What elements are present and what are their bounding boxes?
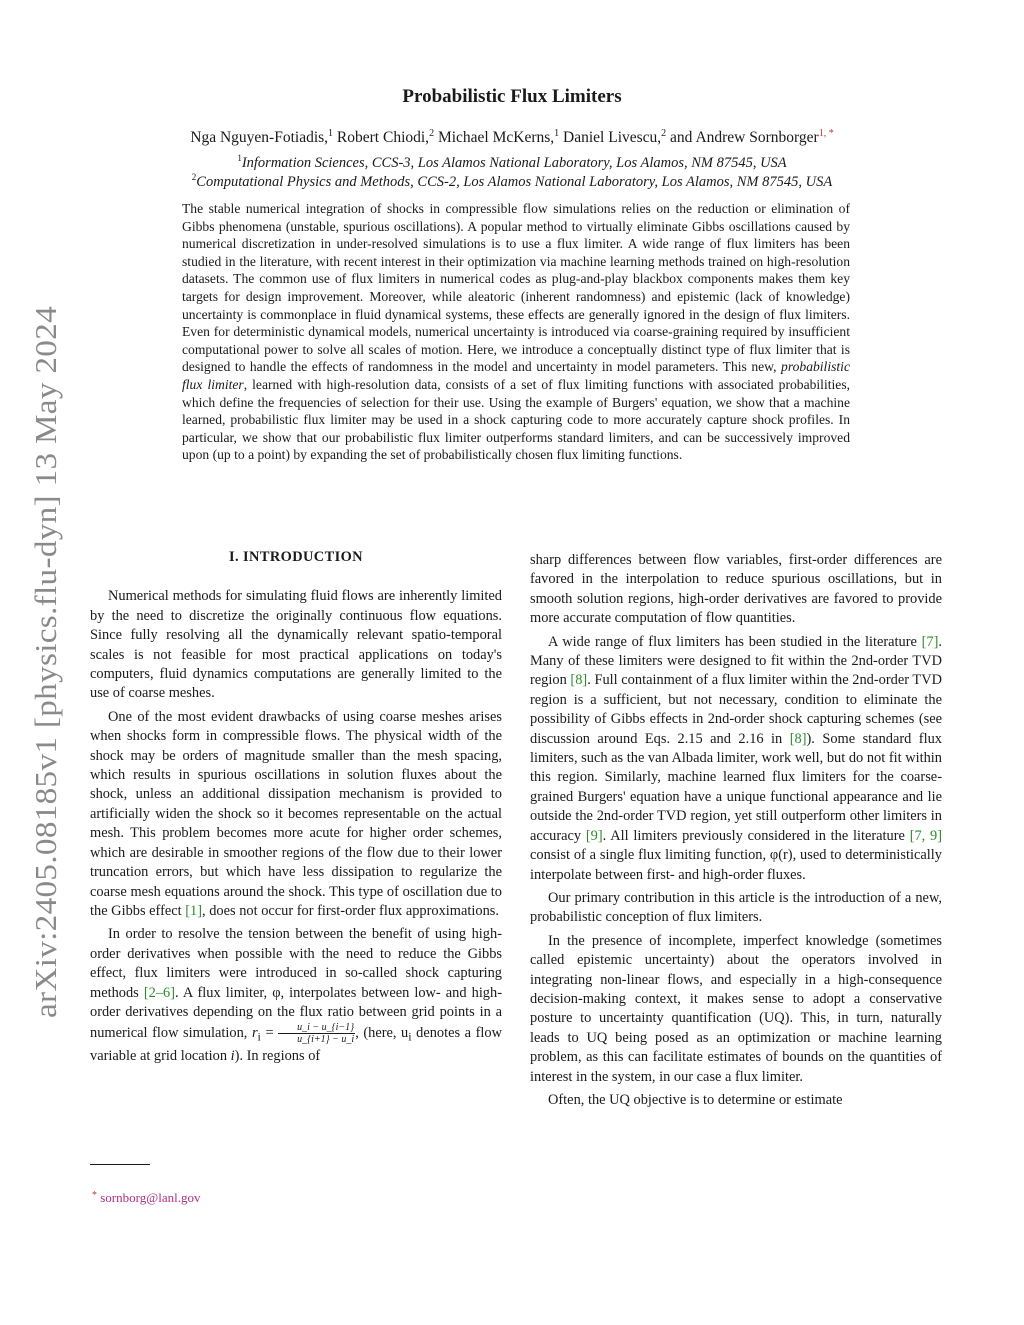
- paragraph-text: A wide range of flux limiters has been studied in the literature: [548, 633, 922, 650]
- math-variable: i: [230, 1048, 235, 1065]
- citation-link[interactable]: [2–6]: [143, 984, 175, 1001]
- paragraph-text: In order to resolve the tension between the benefit of using high-order derivatives when possible with the need to reduce the Gibbs effect, flux limiters were introduced in so-called shock capturing methods: [90, 926, 502, 1001]
- author-name: Robert Chiodi,: [336, 129, 430, 147]
- math-subscript: i: [257, 1030, 261, 1045]
- author-name: Daniel Livescu,: [563, 129, 662, 147]
- author-affiliation-mark: 2: [429, 128, 435, 139]
- arxiv-identifier-stamp: [12, 300, 72, 1020]
- author-list: [0, 128, 1024, 147]
- abstract: [182, 200, 850, 464]
- paragraph-text: denotes a flow variable at grid location: [90, 1025, 502, 1065]
- email-link[interactable]: sornborg@lanl.gov: [100, 1190, 201, 1205]
- arxiv-identifier-text: arXiv:2405.08185v1 [physics.flu-dyn] 13 May 2024: [28, 352, 63, 1018]
- citation-link[interactable]: [8]: [570, 672, 588, 689]
- flux-ratio-fraction: [278, 1022, 355, 1045]
- author-name: Michael McKerns,: [437, 129, 555, 147]
- paragraph: Our primary contribution in this article is the introduction of a new, probabilistic conception of flux limiters.: [530, 889, 942, 926]
- paragraph-text: One of the most evident drawbacks of using coarse meshes arises when shocks form in compressible flows. The physical width of the shock may be orders of magnitude smaller than the mesh spacing, which results in spurious oscillations in solution fluxes about the shock, unless an additional dissipation mechanism is provided to artificially widen the shock so it becomes representable on the actual mesh. This problem becomes more acute for higher order schemes, which are desirable in smoother regions of the flow due to their lower truncation errors, but which have less dissipation to regularize the coarse mesh equations around the shock. This type of oscillation due to the Gibbs effect: [90, 708, 502, 919]
- abstract-emphasis: probabilistic flux limiter: [182, 359, 850, 392]
- paragraph-text: . Full containment of a flux limiter within the 2nd-order TVD region is a sufficient, but not necessary, condition to eliminate the possibility of Gibbs effects in 2nd-order shock capturing schemes (see discussion around Eqs. 2.15 and 2.16 in: [530, 672, 942, 747]
- affiliation-number: 1: [237, 153, 242, 163]
- paragraph: [90, 708, 502, 921]
- footnote-divider: [90, 1164, 150, 1165]
- paragraph-text: , (here, u: [355, 1025, 409, 1042]
- paper-title: Probabilistic Flux Limiters: [402, 86, 622, 107]
- paragraph-text: . All limiters previously considered in the literature: [602, 827, 910, 844]
- citation-link[interactable]: [8]: [789, 730, 807, 747]
- paragraph-text: consist of a single flux limiting function, φ(r), used to deterministically interpolate between first- and high-order fluxes.: [530, 847, 942, 883]
- abstract-text: , learned with high-resolution data, consists of a set of flux limiting functions with associated probabilities, which define the frequencies of selection for their use. Using the example of Burgers' equation, we show that a machine learned, probabilistic flux limiter may be used in a shock capturing code to more accurately capture shock profiles. In particular, we show that our probabilistic flux limiter outperforms standard limiters, and can be successively improved upon (up to a point) by expanding the set of probabilistically chosen flux limiting functions.: [182, 376, 851, 463]
- citation-link[interactable]: [9]: [585, 827, 603, 844]
- paragraph: [90, 925, 502, 1067]
- paragraph: Often, the UQ objective is to determine or estimate: [548, 1091, 843, 1108]
- paragraph-text: . A flux limiter, φ, interpolates between low- and high-order derivatives depending on the flux ratio between grid points in a numerical flow simulation,: [90, 984, 502, 1042]
- abstract-text: The stable numerical integration of shocks in compressible flow simulations relies on the reduction or elimination of Gibbs phenomena (unstable, spurious oscillations). A popular method to virtually eliminate Gibbs oscillations caused by numerical discretization in under-resolved simulations is to use a flux limiter. A wide range of flux limiters has been studied in the literature, with recent interest in their optimization via machine learning methods trained on high-resolution datasets. The common use of flux limiters in numerical codes as plug-and-play blackbox components makes them key targets for design improvement. Moreover, while aleatoric (inherent randomness) and epistemic (lack of knowledge) uncertainty is commonplace in fluid dynamical systems, these effects are generally ignored in the design of flux limiters. Even for deterministic dynamical models, numerical uncertainty is introduced via coarse-graining required by insufficient computational power to solve all scales of motion. Here, we introduce a conceptually distinct type of flux limiter that is designed to handle the effects of randomness in the model and uncertainty in model parameters. This new,: [182, 201, 850, 375]
- citation-link[interactable]: [7]: [921, 633, 939, 650]
- paragraph-text: . Many of these limiters were designed to fit within the 2nd-order TVD region: [530, 633, 942, 689]
- math-equals: =: [260, 1025, 279, 1042]
- affiliation: [0, 172, 1024, 191]
- paragraph-text: , does not occur for first-order flux approximations.: [202, 902, 499, 919]
- paragraph: In the presence of incomplete, imperfect knowledge (sometimes called epistemic uncertainty) about the operators involved in integrating non-linear flows, and especially in a high-consequence decision-making context, it makes sense to adopt a conservative posture to uncertainty quantification (UQ). This, in turn, naturally leads to UQ being posed as an optimization or machine learning problem, as this can facilitate estimates of bounds on the quantities of interest in the system, in our case a flux limiter.: [530, 932, 942, 1085]
- left-column: [90, 548, 502, 1071]
- paragraph: Numerical methods for simulating fluid flows are inherently limited by the need to discretize the originally continuous flow equations. Since fully resolving all the dynamically relevant spatio-temporal scales is not feasible for most practical applications on today's computers, fluid dynamics computations are generally limited to the use of coarse meshes.: [90, 588, 502, 702]
- fraction-numerator: u_i − u_{i−1}: [278, 1022, 355, 1034]
- citation-link[interactable]: [1]: [185, 902, 203, 919]
- footnote: [92, 1190, 200, 1206]
- affiliation: [0, 153, 1024, 172]
- author-affiliation-mark: 1: [328, 128, 334, 139]
- right-column: [530, 551, 942, 1114]
- paragraph-text: ). Some standard flux limiters, such as the van Albada limiter, work well, but do not fit within this region. Similarly, machine learned flux limiters for the coarse-grained Burgers' equation have a unique functional appearance and lie outside the 2nd-order TVD region, yet still outperform other limiters in accuracy: [530, 730, 942, 844]
- footnote-marker: *: [92, 1190, 97, 1201]
- math-subscript: i: [408, 1030, 412, 1045]
- affiliation-text: Information Sciences, CCS-3, Los Alamos National Laboratory, Los Alamos, NM 87545, USA: [241, 154, 787, 171]
- affiliation-text: Computational Physics and Methods, CCS-2, Los Alamos National Laboratory, Los Alamos, NM 87545, USA: [196, 173, 833, 190]
- corresponding-author-mark[interactable]: 1, *: [818, 128, 834, 139]
- citation-link[interactable]: [7, 9]: [909, 827, 943, 844]
- fraction-denominator: u_{i+1} − u_i: [297, 1034, 355, 1046]
- math-variable: r: [251, 1025, 258, 1042]
- author-name: Nga Nguyen-Fotiadis,: [190, 129, 329, 147]
- author-affiliation-mark: 2: [661, 128, 667, 139]
- author-name: and Andrew Sornborger: [670, 129, 819, 147]
- paragraph: sharp differences between flow variables, first-order differences are favored in the interpolation to reduce spurious oscillations, but in smooth solution regions, high-order derivatives are favored to provide more accurate computation of flow quantities.: [530, 552, 942, 627]
- paragraph-text: ). In regions of: [234, 1048, 321, 1065]
- section-heading: I. INTRODUCTION: [229, 549, 363, 565]
- paragraph: [530, 633, 942, 885]
- affiliation-number: 2: [191, 172, 197, 182]
- author-affiliation-mark: 1: [554, 128, 560, 139]
